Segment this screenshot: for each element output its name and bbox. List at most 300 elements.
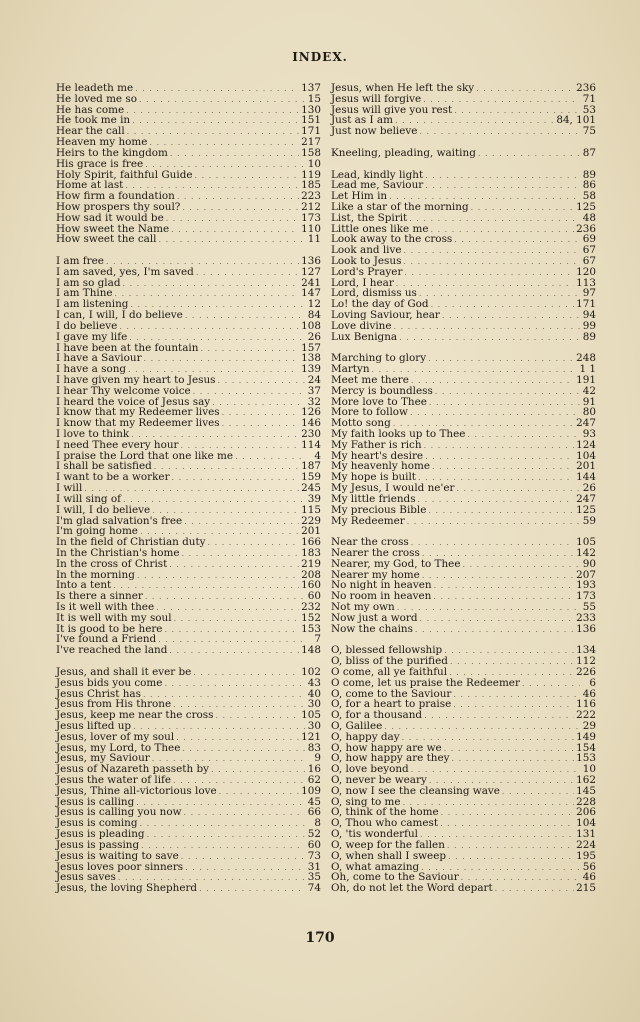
hymn-title: Lord's Prayer: [331, 265, 403, 278]
dot-leader: [411, 538, 574, 549]
index-entry: [331, 332, 596, 343]
hymn-title: List, the Spirit: [331, 211, 408, 224]
dot-leader: [424, 441, 575, 452]
hymn-number: 173: [576, 590, 596, 603]
hymn-title: Meet me there: [331, 373, 409, 386]
dot-leader: [425, 452, 574, 463]
hymn-number: 160: [301, 579, 321, 592]
hymn-title: Jesus, my Saviour: [56, 752, 150, 765]
hymn-title: More to follow: [331, 406, 408, 419]
dot-leader: [208, 538, 300, 549]
hymn-number: 62: [307, 774, 321, 786]
hymn-number: 91: [582, 395, 596, 408]
hymn-title: I'm going home: [56, 525, 138, 538]
hymn-title: He leadeth me: [56, 82, 134, 94]
hymn-title: Nearer my home: [331, 568, 420, 581]
dot-leader: [384, 722, 580, 733]
dot-leader: [429, 398, 580, 409]
hymn-title: Oh, come to the Saviour: [331, 871, 459, 884]
hymn-number: 229: [301, 514, 321, 527]
hymn-title: I'm glad salvation's free: [56, 514, 183, 527]
dot-leader: [396, 279, 574, 290]
hymn-number: 67: [582, 244, 596, 257]
hymn-number: 35: [307, 871, 321, 884]
index-entry: [56, 267, 321, 278]
hymn-title: Marching to glory: [331, 352, 427, 365]
dot-leader: [415, 625, 574, 636]
hymn-number: 224: [576, 838, 596, 851]
hymn-title: He took me in: [56, 114, 131, 127]
hymn-title: O, come to the Saviour: [331, 687, 452, 700]
hymn-number: 126: [301, 406, 321, 419]
index-entry: [56, 786, 321, 797]
dot-leader: [122, 279, 299, 290]
hymn-number: 71: [582, 92, 596, 105]
dot-leader: [218, 376, 305, 387]
hymn-title: He has come: [56, 103, 125, 116]
dot-leader: [433, 592, 574, 603]
hymn-title: Jesus is waiting to save: [56, 849, 179, 862]
hymn-number: 247: [576, 417, 596, 430]
index-entry: [331, 505, 596, 516]
hymn-title: Nearer the cross: [331, 546, 420, 559]
hymn-number: 102: [301, 665, 321, 678]
dot-leader: [444, 744, 574, 755]
hymn-number: 171: [301, 125, 321, 138]
dot-leader: [419, 289, 580, 300]
hymn-title: O, how happy are they: [331, 752, 450, 765]
index-entry: [56, 332, 321, 343]
dot-leader: [123, 495, 305, 506]
hymn-title: O, happy day: [331, 730, 400, 743]
dot-leader: [215, 711, 299, 722]
hymn-number: 26: [307, 330, 321, 343]
dot-leader: [182, 549, 300, 560]
hymn-number: 222: [576, 709, 596, 722]
dot-leader: [450, 657, 574, 668]
index-entry: [331, 353, 596, 364]
hymn-number: 89: [582, 330, 596, 343]
hymn-number: 8: [314, 817, 321, 830]
hymn-title: My precious Bible: [331, 503, 427, 516]
hymn-title: Love divine: [331, 319, 392, 332]
hymn-number: 66: [307, 806, 321, 819]
hymn-number: 99: [582, 319, 596, 332]
hymn-number: 39: [307, 492, 321, 505]
hymn-number: 125: [576, 200, 596, 213]
dot-leader: [184, 517, 299, 528]
hymn-title: I am free: [56, 255, 104, 267]
hymn-title: How prospers thy soul?: [56, 200, 181, 213]
hymn-title: In the field of Christian duty: [56, 536, 206, 549]
index-entry: [331, 732, 596, 743]
hymn-title: Now just a word: [331, 611, 418, 624]
hymn-number: 104: [576, 817, 596, 830]
hymn-number: 136: [576, 622, 596, 635]
hymn-title: Look and live: [331, 244, 402, 257]
dot-leader: [448, 852, 574, 863]
dot-leader: [196, 268, 299, 279]
hymn-number: 94: [582, 309, 596, 322]
hymn-number: 166: [301, 536, 321, 549]
hymn-number: 59: [582, 514, 596, 527]
hymn-title: I love to think: [56, 428, 130, 440]
hymn-number: 60: [307, 590, 321, 603]
hymn-title: Let Him in: [331, 190, 388, 203]
hymn-title: Jesus is calling: [56, 795, 135, 808]
hymn-title: Jesus is pleading: [56, 828, 145, 841]
hymn-number: 16: [307, 763, 321, 776]
hymn-number: 32: [307, 395, 321, 408]
hymn-title: O, weep for the fallen: [331, 838, 445, 851]
hymn-number: 136: [301, 255, 321, 267]
hymn-title: My faith looks up to Thee: [331, 428, 466, 440]
index-entry: [56, 159, 321, 170]
hymn-number: 152: [301, 611, 321, 624]
hymn-title: Jesus, Thine all-victorious love: [56, 784, 217, 797]
hymn-title: O, never be weary: [331, 774, 427, 786]
hymn-number: 233: [576, 611, 596, 624]
hymn-title: Jesus is calling you now: [56, 806, 182, 819]
hymn-number: 73: [307, 849, 321, 862]
hymn-number: 127: [301, 265, 321, 278]
hymn-title: O, love beyond: [331, 763, 409, 776]
hymn-number: 159: [301, 471, 321, 484]
hymn-number: 171: [576, 298, 596, 311]
hymn-number: 15: [307, 92, 321, 105]
hymn-title: How sweet the call: [56, 233, 157, 246]
index-entry: [331, 516, 596, 527]
hymn-title: O, 'tis wonderful: [331, 828, 418, 841]
dot-leader: [164, 625, 299, 636]
dot-leader: [453, 690, 580, 701]
dot-leader: [172, 473, 300, 484]
hymn-number: 83: [307, 741, 321, 754]
hymn-title: Jesus lifted up: [56, 719, 132, 732]
hymn-title: Little ones like me: [331, 222, 429, 235]
hymn-title: More love to Thee: [331, 395, 427, 408]
index-entry: [56, 613, 321, 624]
hymn-title: Jesus the water of life: [56, 774, 172, 786]
hymn-number: 6: [589, 676, 596, 689]
hymn-number: 245: [301, 482, 321, 495]
index-entry: [331, 786, 596, 797]
dot-leader: [132, 116, 299, 127]
hymn-title: Like a star of the morning: [331, 200, 469, 213]
dot-leader: [454, 235, 580, 246]
dot-leader: [156, 603, 299, 614]
hymn-number: 46: [582, 871, 596, 884]
dot-leader: [158, 635, 305, 646]
hymn-title: Jesus will forgive: [331, 92, 422, 105]
hymn-number: 116: [576, 698, 596, 711]
hymn-number: 195: [576, 849, 596, 862]
dot-leader: [140, 819, 305, 830]
hymn-number: 201: [301, 525, 321, 538]
hymn-number: 52: [307, 828, 321, 841]
hymn-title: Jesus of Nazareth passeth by: [56, 763, 209, 776]
dot-leader: [145, 592, 305, 603]
dot-leader: [422, 571, 574, 582]
hymn-number: 173: [301, 211, 321, 224]
hymn-number: 93: [582, 428, 596, 440]
hymn-number: 12: [307, 298, 321, 311]
dot-leader: [478, 149, 580, 160]
hymn-title: I will sing of: [56, 492, 121, 505]
hymn-number: 89: [582, 168, 596, 181]
index-entry: [331, 94, 596, 105]
hymn-title: In the Christian's home: [56, 546, 180, 559]
hymn-number: 43: [307, 676, 321, 689]
hymn-number: 56: [582, 860, 596, 873]
hymn-title: O, Thou who camest: [331, 817, 439, 830]
hymn-number: 125: [576, 503, 596, 516]
dot-leader: [434, 581, 575, 592]
hymn-title: Loving Saviour, hear: [331, 309, 440, 322]
hymn-title: I do believe: [56, 319, 118, 332]
index-entry: [56, 234, 321, 245]
hymn-title: My Redeemer: [331, 514, 405, 527]
dot-leader: [467, 430, 580, 441]
hymn-number: 112: [576, 655, 596, 668]
hymn-title: Lead me, Saviour: [331, 179, 424, 192]
hymn-number: 185: [301, 179, 321, 192]
hymn-number: 201: [576, 460, 596, 473]
hymn-title: Mercy is boundless: [331, 384, 433, 397]
dot-leader: [411, 765, 580, 776]
hymn-number: 187: [301, 460, 321, 473]
hymn-title: Oh, do not let the Word depart: [331, 882, 493, 895]
hymn-title: Is there a sinner: [56, 590, 143, 603]
hymn-title: Heirs to the kingdom: [56, 146, 168, 159]
hymn-number: 114: [301, 438, 321, 451]
dot-leader: [185, 311, 305, 322]
dot-leader: [404, 246, 580, 257]
hymn-number: 226: [576, 665, 596, 678]
hymn-number: 7: [314, 633, 321, 646]
hymn-title: O, bliss of the purified: [331, 655, 448, 668]
hymn-title: Lord, I hear: [331, 276, 394, 289]
hymn-title: I've found a Friend: [56, 633, 157, 646]
hymn-number: 212: [301, 200, 321, 213]
dot-leader: [410, 408, 580, 419]
hymn-number: 108: [301, 319, 321, 332]
section-gap: [331, 159, 596, 170]
hymn-title: Into a tent: [56, 579, 112, 592]
hymn-number: 147: [301, 287, 321, 300]
dot-leader: [522, 679, 580, 690]
dot-leader: [418, 495, 575, 506]
hymn-number: 84, 101: [556, 114, 596, 127]
hymn-title: His grace is free: [56, 157, 144, 170]
hymn-title: I have a Saviour: [56, 352, 142, 365]
index-entry: [331, 213, 596, 224]
hymn-number: 217: [301, 136, 321, 149]
dot-leader: [428, 506, 574, 517]
hymn-title: Jesus from His throne: [56, 698, 172, 711]
hymn-number: 247: [576, 492, 596, 505]
index-entry: [56, 678, 321, 689]
hymn-number: 53: [582, 103, 596, 116]
hymn-title: O, how happy are we: [331, 741, 442, 754]
hymn-title: O, Galilee: [331, 719, 383, 732]
dot-leader: [399, 333, 580, 344]
dot-leader: [127, 127, 300, 138]
hymn-number: 67: [582, 255, 596, 267]
hymn-number: 146: [301, 417, 321, 430]
hymn-number: 158: [301, 146, 321, 159]
dot-leader: [147, 830, 305, 841]
hymn-title: Heaven my home: [56, 136, 148, 149]
dot-leader: [166, 214, 299, 225]
dot-leader: [435, 387, 580, 398]
hymn-title: Holy Spirit, faithful Guide: [56, 168, 193, 181]
dot-leader: [425, 181, 580, 192]
index-entry: [331, 386, 596, 397]
hymn-number: 113: [576, 276, 596, 289]
hymn-title: My heart's desire: [331, 449, 424, 462]
hymn-title: Jesus is passing: [56, 838, 140, 851]
dot-leader: [235, 452, 305, 463]
dot-leader: [432, 462, 574, 473]
hymn-title: Jesus, lover of my soul: [56, 730, 175, 743]
hymn-title: I hear Thy welcome voice: [56, 384, 191, 397]
hymn-title: O, sing to me: [331, 795, 401, 808]
dot-leader: [442, 311, 580, 322]
dot-leader: [119, 322, 299, 333]
hymn-title: O, think of the home: [331, 806, 439, 819]
hymn-title: Jesus will give you rest: [331, 103, 453, 116]
dot-leader: [495, 884, 574, 895]
hymn-number: 26: [582, 482, 596, 495]
hymn-number: 145: [576, 784, 596, 797]
hymn-number: 215: [576, 882, 596, 895]
hymn-title: Not my own: [331, 601, 395, 613]
dot-leader: [135, 84, 299, 95]
index-column-right: [331, 83, 596, 894]
dot-leader: [169, 560, 299, 571]
hymn-title: Just as I am: [331, 114, 393, 127]
dot-leader: [453, 700, 574, 711]
dot-leader: [137, 571, 299, 582]
dot-leader: [440, 819, 574, 830]
index-entry: [331, 883, 596, 894]
hymn-number: 90: [582, 557, 596, 570]
hymn-number: 151: [301, 114, 321, 127]
dot-leader: [471, 203, 575, 214]
index-entry: [56, 213, 321, 224]
hymn-title: Just now believe: [331, 125, 418, 138]
hymn-number: 137: [301, 82, 321, 94]
hymn-title: It is good to be here: [56, 622, 163, 635]
dot-leader: [441, 808, 574, 819]
dot-leader: [195, 171, 300, 182]
hymn-number: 193: [576, 579, 596, 592]
dot-leader: [419, 127, 580, 138]
hymn-number: 241: [301, 276, 321, 289]
hymn-number: 30: [307, 698, 321, 711]
hymn-number: 248: [576, 352, 596, 365]
hymn-number: 58: [582, 190, 596, 203]
dot-leader: [159, 235, 306, 246]
dot-leader: [428, 354, 574, 365]
hymn-number: 230: [301, 428, 321, 440]
hymn-title: I am saved, yes, I'm saved: [56, 265, 194, 278]
hymn-title: No room in heaven: [331, 590, 432, 603]
hymn-title: I gave my life: [56, 330, 128, 343]
hymn-title: I am Thine: [56, 287, 113, 300]
dot-leader: [185, 863, 305, 874]
hymn-title: Jesus, and shall it ever be: [56, 665, 192, 678]
hymn-title: How sweet the Name: [56, 222, 170, 235]
dot-leader: [184, 808, 305, 819]
hymn-number: 119: [301, 168, 321, 181]
hymn-number: 148: [301, 644, 321, 657]
hymn-title: Jesus loves poor sinners: [56, 860, 184, 873]
dot-leader: [170, 149, 299, 160]
hymn-title: Is it well with thee: [56, 601, 155, 613]
hymn-number: 144: [576, 471, 596, 484]
hymn-title: Lo! the day of God: [331, 298, 429, 311]
hymn-number: 29: [582, 719, 596, 732]
dot-leader: [420, 614, 575, 625]
hymn-number: 105: [576, 536, 596, 549]
hymn-number: 110: [301, 222, 321, 235]
hymn-title: I shall be satisfied: [56, 460, 152, 473]
index-entry: [331, 851, 596, 862]
hymn-number: 9: [314, 752, 321, 765]
dot-leader: [211, 765, 305, 776]
hymn-number: 30: [307, 719, 321, 732]
hymn-number: 153: [576, 752, 596, 765]
hymn-number: 208: [301, 568, 321, 581]
hymn-title: O come, all ye faithful: [331, 665, 448, 678]
hymn-number: 37: [307, 384, 321, 397]
hymn-number: 11: [307, 233, 321, 246]
hymn-title: Jesus, my Lord, to Thee: [56, 741, 181, 754]
hymn-number: 74: [307, 882, 321, 895]
index-entry: [56, 440, 321, 451]
hymn-title: I will: [56, 482, 83, 495]
index-entry: [56, 732, 321, 743]
hymn-number: 46: [582, 687, 596, 700]
index-entry: [331, 267, 596, 278]
hymn-number: 40: [307, 687, 321, 700]
hymn-title: I will, I do believe: [56, 503, 151, 516]
index-entry: [56, 883, 321, 894]
dot-leader: [222, 408, 300, 419]
hymn-number: 48: [582, 211, 596, 224]
dot-leader: [139, 95, 305, 106]
hymn-title: It is well with my soul: [56, 611, 172, 624]
dot-leader: [403, 257, 580, 268]
dot-leader: [149, 138, 299, 149]
hymn-number: 121: [301, 730, 321, 743]
hymn-number: 236: [576, 222, 596, 235]
hymn-title: He loved me so: [56, 92, 137, 105]
dot-leader: [411, 376, 574, 387]
hymn-number: 115: [301, 503, 321, 516]
hymn-number: 130: [301, 103, 321, 116]
dot-leader: [182, 744, 305, 755]
hymn-number: 232: [301, 601, 321, 613]
dot-leader: [200, 344, 299, 355]
hymn-title: O, now I see the cleansing wave: [331, 784, 500, 797]
hymn-number: 120: [576, 265, 596, 278]
hymn-number: 153: [301, 622, 321, 635]
dot-leader: [431, 300, 575, 311]
index-entry: [331, 440, 596, 451]
